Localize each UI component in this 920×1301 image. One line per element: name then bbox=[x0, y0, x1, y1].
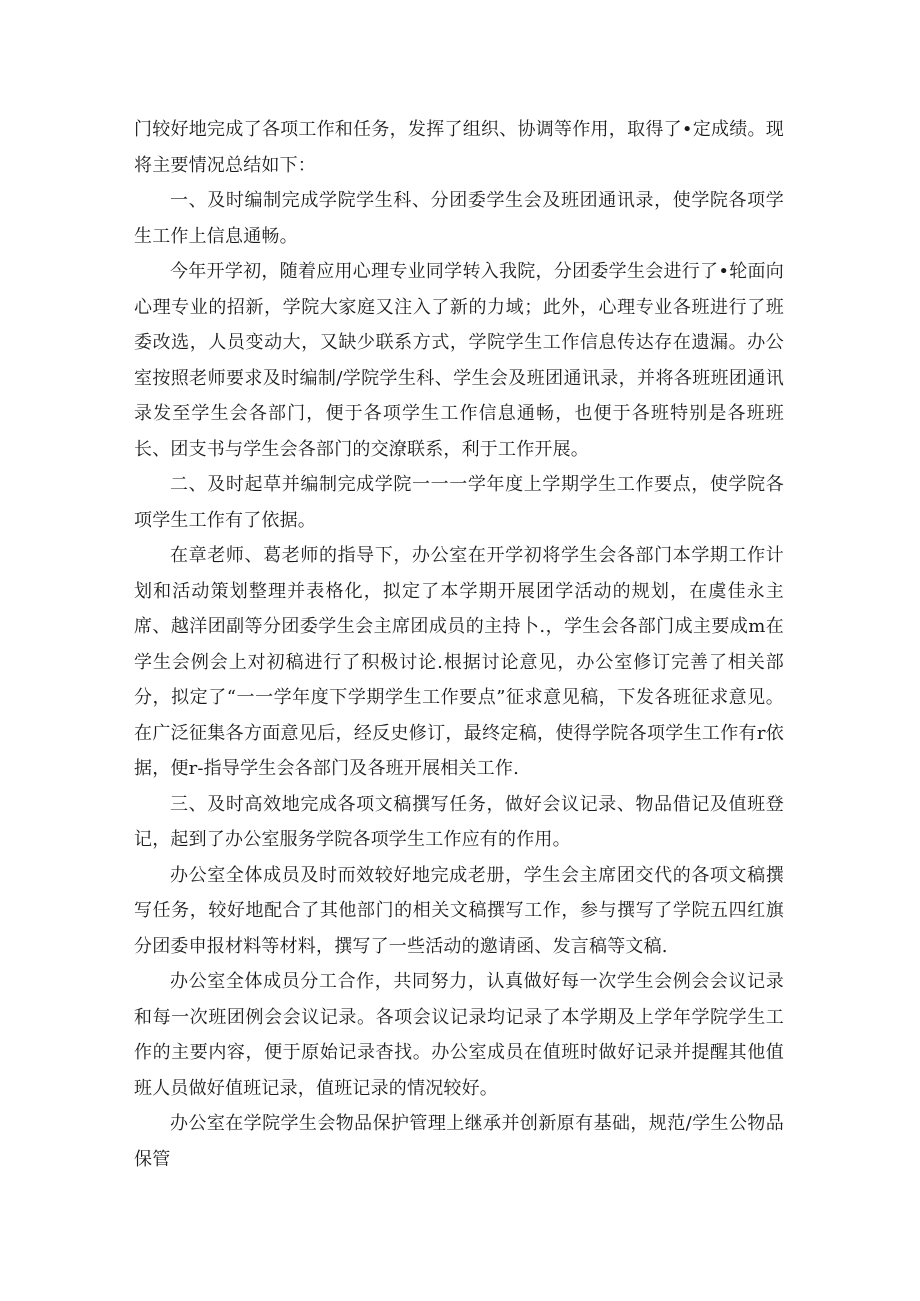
document-body bbox=[134, 112, 784, 1177]
paragraph-intro-continuation: 门较好地完成了各项工作和任务，发挥了组织、协调等作用，取得了•定成绩。现将主要情况总结如下： bbox=[134, 119, 784, 176]
section-heading-3: 三、及时高效地完成各项文稿撰写任务，做好会议记录、物品借记及值班登记，起到了办公室服务学院各项学生工作应有的作用。 bbox=[134, 793, 784, 850]
paragraph-section-1: 今年开学初，随着应用心理专业同学转入我院，分团委学生会进行了•轮面向心理专业的招新，学院大家庭又注入了新的力域；此外，心理专业各班进行了班委改选，人员变动大，又缺少联系方式，学院学生工作信息传达存在遗漏。办公室按照老师要求及时编制/学院学生科、学生会及班团通讯录，并将各班班团通讯录发至学生会各部门，便于各项学生工作信息通畅，也便于各班特别是各班班长、团支书与学生会各部门的交潦联系，利于工作开展。 bbox=[134, 261, 784, 460]
section-heading-2: 二、及时起草并编制完成学院一一一学年度上学期学生工作要点，使学院各项学生工作有了依据。 bbox=[134, 474, 784, 531]
paragraph-section-3-c: 办公室在学院学生会物品保护管理上继承并创新原有基础，规范/学生公物品保管 bbox=[134, 1113, 784, 1170]
paragraph-section-2: 在章老师、葛老师的指导下，办公室在开学初将学生会各部门本学期工作计划和活动策划整理并表格化，拟定了本学期开展团学活动的规划，在虞佳永主席、越洋团副等分团委学生会主席团成员的主持卜.，学生会各部门成主要成m在学生会例会上对初稿进行了积极讨论.根据讨论意见，办公室修订完善了相关部分，拟定了“一一学年度下学期学生工作要点”征求意见稿，下发各班征求意见。在广泛征集各方面意见后，经反史修订，最终定稿，使得学院各项学生工作有r依据，便r-指导学生会各部门及各班开展相关工作. bbox=[134, 545, 784, 779]
section-heading-1: 一、及时编制完成学院学生科、分团委学生会及班团通讯录，使学院各项学生工作上信息通畅。 bbox=[134, 190, 784, 247]
paragraph-section-3-a: 办公室全体成员及时而效较好地完成老册，学生会主席团交代的各项文稿撰写任务，较好地配合了其他部门的相关文稿撰写工作，参与撰写了学院五四红旗分团委申报材料等材料，撰写了一些活动的邀请函、发言稿等文稿. bbox=[134, 864, 784, 957]
paragraph-section-3-b: 办公室全体成员分工合作，共同努力，认真做好每一次学生会例会会议记录和每一次班团例会会议记录。各项会议记录均记录了本学期及上学年学院学生工作的主要内容，便于原始记录杳找。办公室成员在值班时做好记录并提醒其他值班人员做好值班记录，值班记录的情况较好。 bbox=[134, 971, 784, 1099]
